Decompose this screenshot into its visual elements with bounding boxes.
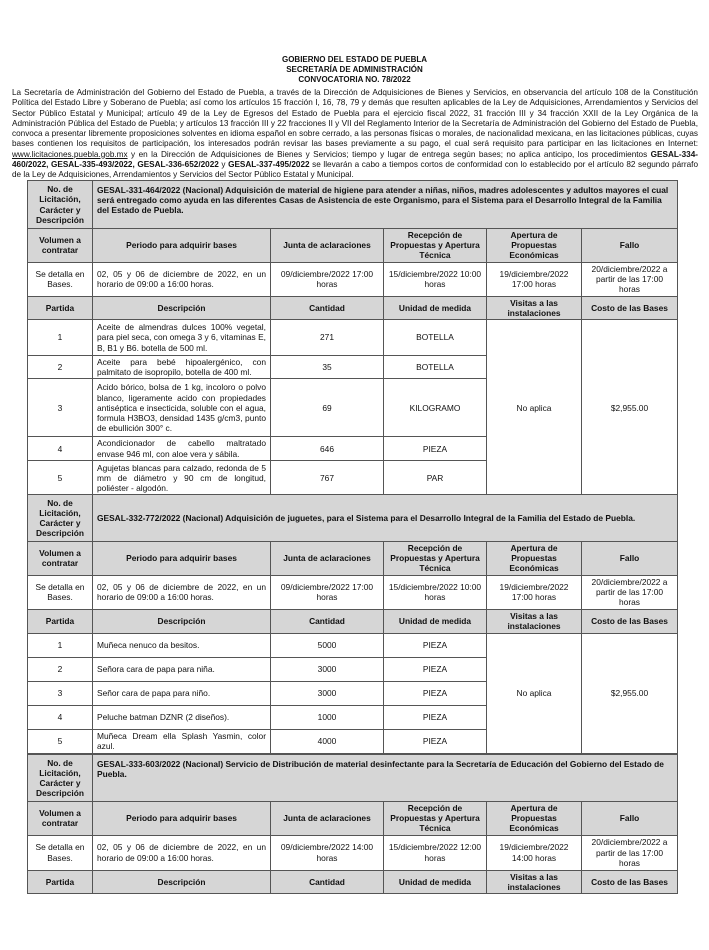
partida-description: Señor cara de papa para niño. bbox=[93, 681, 271, 705]
visitas-label: Visitas a las instalaciones bbox=[487, 296, 582, 319]
partida-unit: PIEZA bbox=[384, 437, 487, 460]
licitacion-table-3 bbox=[27, 754, 678, 894]
intro-text-c: y bbox=[218, 160, 229, 170]
licitacion-title: GESAL-331-464/2022 (Nacional) Adquisición de material de higiene para atender a niñas, niños, madres adolescentes y adultos mayores el cual será entregado como ayuda en las diferentes Casas de Asistencia de este Organismo, para el Sistema para el Desarrollo Integral de la Familia del Estado de Puebla. bbox=[93, 181, 678, 229]
recepcion-label: Recepción de Propuestas y Apertura Técnica bbox=[384, 229, 487, 263]
partida-label: Partida bbox=[28, 870, 93, 893]
partida-quantity: 69 bbox=[271, 379, 384, 437]
apertura-value: 19/diciembre/2022 14:00 horas bbox=[487, 835, 582, 870]
partida-quantity: 271 bbox=[271, 320, 384, 356]
partida-description: Agujetas blancas para calzado, redonda de 5 mm de diámetro y 90 cm de longitud, poliéster - algodón. bbox=[93, 460, 271, 496]
intro-procedure-last: GESAL-337-495/2022 bbox=[228, 160, 310, 170]
partida-number: 4 bbox=[28, 705, 93, 729]
partida-description: Acondicionador de cabello maltratado envase 946 ml, con aloe vera y sábila. bbox=[93, 437, 271, 460]
partida-quantity: 646 bbox=[271, 437, 384, 460]
periodo-value: 02, 05 y 06 de diciembre de 2022, en un horario de 09:00 a 16:00 horas. bbox=[93, 262, 271, 296]
partida-number: 5 bbox=[28, 460, 93, 496]
descripcion-label: Descripción bbox=[93, 609, 271, 633]
licitacion-title: GESAL-332-772/2022 (Nacional) Adquisición de juguetes, para el Sistema para el Desarrollo Integral de la Familia del Estado de Puebla. bbox=[93, 495, 678, 542]
fallo-label: Fallo bbox=[582, 802, 678, 836]
fallo-value: 20/diciembre/2022 a partir de las 17:00 horas bbox=[582, 575, 678, 609]
unidad-label: Unidad de medida bbox=[384, 870, 487, 893]
licitacion-title-row bbox=[28, 495, 678, 542]
partida-description: Muñeca nenuco da besitos. bbox=[93, 633, 271, 657]
partidas-header-row bbox=[28, 296, 678, 319]
table-row bbox=[28, 633, 678, 657]
partidas-header-row bbox=[28, 870, 678, 893]
costo-label: Costo de las Bases bbox=[582, 870, 678, 893]
costo-value: $2,955.00 bbox=[582, 633, 678, 753]
partida-quantity: 5000 bbox=[271, 633, 384, 657]
partida-number: 3 bbox=[28, 379, 93, 437]
descripcion-label: Descripción bbox=[93, 296, 271, 319]
partida-number: 2 bbox=[28, 657, 93, 681]
junta-label: Junta de aclaraciones bbox=[271, 802, 384, 836]
partida-quantity: 3000 bbox=[271, 681, 384, 705]
header-convocatoria-number: CONVOCATORIA NO. 78/2022 bbox=[298, 75, 411, 84]
no-licitacion-label: No. de Licitación, Carácter y Descripción bbox=[28, 495, 93, 542]
partida-unit: KILOGRAMO bbox=[384, 379, 487, 437]
schedule-values-row bbox=[28, 575, 678, 609]
costo-label: Costo de las Bases bbox=[582, 296, 678, 319]
volumen-label: Volumen a contratar bbox=[28, 542, 93, 576]
partida-unit: BOTELLA bbox=[384, 320, 487, 356]
header-government: GOBIERNO DEL ESTADO DE PUEBLA bbox=[281, 55, 428, 64]
apertura-value: 19/diciembre/2022 17:00 horas bbox=[487, 262, 582, 296]
apertura-label: Apertura de Propuestas Económicas bbox=[487, 229, 582, 263]
schedule-values-row bbox=[28, 262, 678, 296]
partida-description: Muñeca Dream ella Splash Yasmin, color azul. bbox=[93, 729, 271, 753]
partida-number: 1 bbox=[28, 633, 93, 657]
fallo-label: Fallo bbox=[582, 229, 678, 263]
periodo-value: 02, 05 y 06 de diciembre de 2022, en un horario de 09:00 a 16:00 horas. bbox=[93, 575, 271, 609]
partida-quantity: 3000 bbox=[271, 657, 384, 681]
licitaciones-link[interactable]: www.licitaciones.puebla.gob.mx bbox=[12, 149, 128, 159]
volumen-label: Volumen a contratar bbox=[28, 802, 93, 836]
licitacion-title-row bbox=[28, 755, 678, 802]
partida-description: Aceite de almendras dulces 100% vegetal, para piel seca, con omega 3 y 6, vitaminas E, B, B1 y B6. botella de 500 ml. bbox=[93, 320, 271, 356]
header-secretariat: SECRETARÍA DE ADMINISTRACIÓN bbox=[286, 65, 423, 74]
partida-quantity: 767 bbox=[271, 460, 384, 496]
intro-paragraph bbox=[12, 88, 698, 181]
visitas-label: Visitas a las instalaciones bbox=[487, 870, 582, 893]
descripcion-label: Descripción bbox=[93, 870, 271, 893]
periodo-label: Periodo para adquirir bases bbox=[93, 802, 271, 836]
intro-text-a: La Secretaría de Administración del Gobierno del Estado de Puebla, a través de la Dirección de Adquisiciones de Bienes y Servicios, en observancia del artículo 108 de la Constitución Política del Estado Libre y Soberano de Puebla; así como los artículos 15 fracción I, 16, 78, 79 y demás que resulten aplicables de la Ley de Adquisiciones, Arrendamientos y Servicios del Sector Público Estatal y Municipal; artículo 49 de la Ley de Egresos del Estado de Puebla para el ejercicio fiscal 2022, 31 fracción III y 34 fracción XXII de la Ley Orgánica de la Administración Pública del Estado de Puebla; y artículos 13 fracción III y 22 fracciones II y VII del Reglamento Interior de la Secretaría de Administración del Gobierno del Estado de Puebla, convoca a presentar libremente proposiciones solventes en idioma español en sobre cerrado, a las personas físicas o morales, de nacionalidad mexicana, en las licitaciones públicas, cuyas bases contienen los requisitos de participación, los interesados podrán revisar las bases previamente a su pago, el cual será requisito para participar en las licitaciones en Internet: bbox=[12, 88, 698, 149]
recepcion-value: 15/diciembre/2022 10:00 horas bbox=[384, 575, 487, 609]
partida-quantity: 4000 bbox=[271, 729, 384, 753]
cantidad-label: Cantidad bbox=[271, 296, 384, 319]
unidad-label: Unidad de medida bbox=[384, 609, 487, 633]
licitacion-title-row bbox=[28, 181, 678, 229]
licitacion-title: GESAL-333-603/2022 (Nacional) Servicio de Distribución de material desinfectante para la Secretaría de Educación del Gobierno del Estado de Puebla. bbox=[93, 755, 678, 802]
no-licitacion-label: No. de Licitación, Carácter y Descripción bbox=[28, 181, 93, 229]
apertura-label: Apertura de Propuestas Económicas bbox=[487, 542, 582, 576]
partida-label: Partida bbox=[28, 296, 93, 319]
licitacion-table-1 bbox=[27, 180, 678, 497]
partida-unit: PIEZA bbox=[384, 633, 487, 657]
schedule-header-row bbox=[28, 802, 678, 836]
partida-number: 1 bbox=[28, 320, 93, 356]
visitas-value: No aplica bbox=[487, 320, 582, 497]
partida-number: 2 bbox=[28, 356, 93, 379]
recepcion-label: Recepción de Propuestas y Apertura Técnica bbox=[384, 542, 487, 576]
partida-number: 3 bbox=[28, 681, 93, 705]
apertura-value: 19/diciembre/2022 17:00 horas bbox=[487, 575, 582, 609]
partida-unit: PIEZA bbox=[384, 705, 487, 729]
periodo-label: Periodo para adquirir bases bbox=[93, 229, 271, 263]
partida-quantity: 35 bbox=[271, 356, 384, 379]
partida-unit: PAR bbox=[384, 460, 487, 496]
table-row bbox=[28, 320, 678, 356]
partida-description: Acido bórico, bolsa de 1 kg, incoloro o polvo blanco, ligeramente acido con propiedades antiséptica e insecticida, soluble con el agua, formula H3BO3, densidad 1435 g/cm3, punto de ebullición 300° c. bbox=[93, 379, 271, 437]
partida-description: Señora cara de papa para niña. bbox=[93, 657, 271, 681]
unidad-label: Unidad de medida bbox=[384, 296, 487, 319]
partida-quantity: 1000 bbox=[271, 705, 384, 729]
visitas-label: Visitas a las instalaciones bbox=[487, 609, 582, 633]
junta-label: Junta de aclaraciones bbox=[271, 229, 384, 263]
partidas-header-row bbox=[28, 609, 678, 633]
recepcion-label: Recepción de Propuestas y Apertura Técnica bbox=[384, 802, 487, 836]
schedule-header-row bbox=[28, 229, 678, 263]
junta-value: 09/diciembre/2022 14:00 horas bbox=[271, 835, 384, 870]
costo-label: Costo de las Bases bbox=[582, 609, 678, 633]
schedule-header-row bbox=[28, 542, 678, 576]
partida-number: 5 bbox=[28, 729, 93, 753]
partida-label: Partida bbox=[28, 609, 93, 633]
intro-procedures: GESAL-334-460/2022, GESAL-335-493/2022, GESAL-336-652/2022 bbox=[12, 149, 698, 170]
document-header bbox=[0, 55, 709, 85]
recepcion-value: 15/diciembre/2022 10:00 horas bbox=[384, 262, 487, 296]
periodo-label: Periodo para adquirir bases bbox=[93, 542, 271, 576]
volumen-label: Volumen a contratar bbox=[28, 229, 93, 263]
intro-text-d: se llevarán a cabo a tiempos cortos de conformidad con lo establecido por el artículo 82 segundo párrafo de la Ley de Adquisiciones, Arrendamientos y Servicios del Sector Público Estatal y Municipal. bbox=[12, 160, 698, 180]
recepcion-value: 15/diciembre/2022 12:00 horas bbox=[384, 835, 487, 870]
fallo-value: 20/diciembre/2022 a partir de las 17:00 horas bbox=[582, 262, 678, 296]
partida-unit: PIEZA bbox=[384, 657, 487, 681]
fallo-value: 20/diciembre/2022 a partir de las 17:00 horas bbox=[582, 835, 678, 870]
volumen-value: Se detalla en Bases. bbox=[28, 835, 93, 870]
junta-label: Junta de aclaraciones bbox=[271, 542, 384, 576]
apertura-label: Apertura de Propuestas Económicas bbox=[487, 802, 582, 836]
partida-number: 4 bbox=[28, 437, 93, 460]
partida-unit: BOTELLA bbox=[384, 356, 487, 379]
junta-value: 09/diciembre/2022 17:00 horas bbox=[271, 575, 384, 609]
partida-unit: PIEZA bbox=[384, 729, 487, 753]
periodo-value: 02, 05 y 06 de diciembre de 2022, en un horario de 09:00 a 16:00 horas. bbox=[93, 835, 271, 870]
visitas-value: No aplica bbox=[487, 633, 582, 753]
schedule-values-row bbox=[28, 835, 678, 870]
cantidad-label: Cantidad bbox=[271, 609, 384, 633]
volumen-value: Se detalla en Bases. bbox=[28, 575, 93, 609]
partida-description: Aceite para bebé hipoalergénico, con palmitato de isopropilo, botella de 400 ml. bbox=[93, 356, 271, 379]
partida-description: Peluche batman DZNR (2 diseños). bbox=[93, 705, 271, 729]
licitacion-table-2 bbox=[27, 494, 678, 754]
cantidad-label: Cantidad bbox=[271, 870, 384, 893]
junta-value: 09/diciembre/2022 17:00 horas bbox=[271, 262, 384, 296]
costo-value: $2,955.00 bbox=[582, 320, 678, 497]
volumen-value: Se detalla en Bases. bbox=[28, 262, 93, 296]
fallo-label: Fallo bbox=[582, 542, 678, 576]
intro-text-b: y en la Dirección de Adquisiciones de Bienes y Servicios; tiempo y lugar de entrega según bases; no aplica anticipo, los procedimientos bbox=[127, 149, 651, 159]
no-licitacion-label: No. de Licitación, Carácter y Descripción bbox=[28, 755, 93, 802]
partida-unit: PIEZA bbox=[384, 681, 487, 705]
